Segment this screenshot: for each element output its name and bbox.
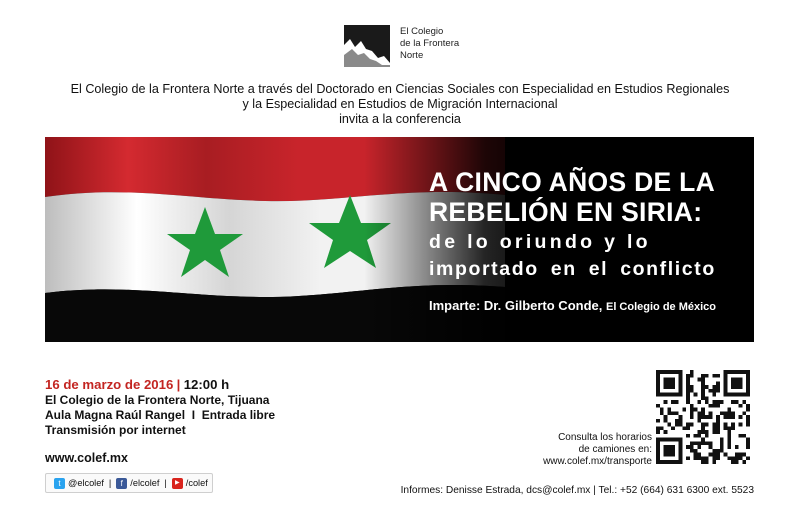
event-stream: Transmisión por internet	[45, 423, 186, 437]
event-title-line: A CINCO AÑOS DE LA	[429, 167, 716, 197]
transport-line: Consulta los horarios	[558, 432, 652, 443]
event-time: 12:00 h	[183, 377, 230, 392]
colef-logo-icon	[344, 25, 390, 67]
event-title	[429, 167, 749, 227]
transport-url[interactable]: www.colef.mx/transporte	[543, 456, 652, 467]
social-separator: |	[164, 478, 167, 488]
intro-text	[0, 82, 800, 127]
event-subtitle	[429, 229, 749, 283]
youtube-icon: ▶	[172, 478, 183, 489]
social-links	[45, 473, 213, 493]
social-separator: |	[108, 478, 112, 488]
intro-line: El Colegio de la Frontera Norte a través del Doctorado en Ciencias Sociales con Especialidad en Estudios Regionales	[70, 82, 730, 96]
twitter-handle[interactable]: @elcolef	[68, 478, 104, 488]
event-venue: El Colegio de la Frontera Norte, Tijuana	[45, 393, 270, 407]
website-link[interactable]: www.colef.mx	[45, 451, 128, 465]
logo	[344, 25, 464, 71]
logo-line: El Colegio	[400, 26, 444, 37]
intro-line: invita a la conferencia	[339, 112, 461, 126]
event-title-line: REBELIÓN EN SIRIA:	[429, 197, 703, 227]
contact-info: Informes: Denisse Estrada, dcs@colef.mx | Tel.: +52 (664) 631 6300 ext. 5523	[400, 485, 754, 496]
speaker-institution: El Colegio de México	[605, 301, 717, 313]
event-room: Aula Magna Raúl Rangel I Entrada libre	[45, 408, 276, 422]
event-banner	[45, 137, 754, 342]
event-subtitle-line: importado en el conflicto	[429, 258, 716, 280]
transport-caption	[540, 432, 652, 468]
speaker-line	[429, 298, 716, 313]
logo-line: Norte	[400, 50, 424, 61]
logo-text	[400, 26, 459, 62]
facebook-handle[interactable]: /elcolef	[130, 478, 160, 488]
facebook-icon: f	[116, 478, 127, 489]
event-date: 16 de marzo de 2016	[45, 377, 174, 392]
date-time-line	[45, 377, 275, 393]
youtube-handle[interactable]: /colef	[185, 478, 208, 488]
date-separator: |	[176, 377, 181, 392]
event-details	[45, 377, 275, 438]
intro-line: y la Especialidad en Estudios de Migración Internacional	[242, 97, 558, 111]
logo-line: de la Frontera	[400, 38, 460, 49]
qr-code-icon[interactable]	[656, 370, 750, 464]
speaker-name: Imparte: Dr. Gilberto Conde,	[429, 298, 603, 313]
twitter-icon: t	[54, 478, 65, 489]
transport-line: de camiones en:	[578, 444, 652, 455]
event-subtitle-line: de lo oriundo y lo	[429, 231, 651, 253]
